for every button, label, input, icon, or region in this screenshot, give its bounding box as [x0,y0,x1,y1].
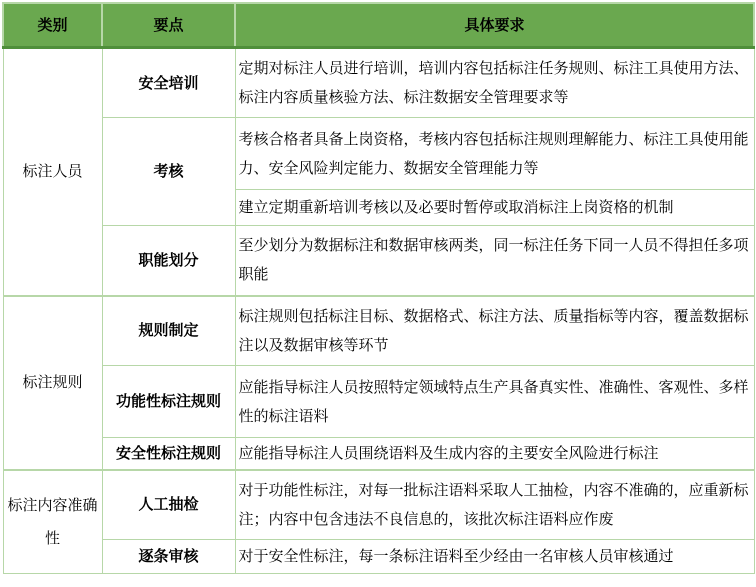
point-cell: 人工抽检 [102,470,235,540]
requirement-cell: 定期对标注人员进行培训，培训内容包括标注任务规则、标注工具使用方法、标注内容质量核验方法、标注数据安全管理要求等 [235,48,754,118]
table-row [3,366,754,438]
header-row [3,3,754,48]
point-cell: 安全性标注规则 [102,438,235,470]
requirement-cell: 对于安全性标注，每一条标注语料至少经由一名审核人员审核通过 [235,540,754,574]
header-category: 类别 [3,3,102,48]
point-cell: 安全培训 [102,48,235,118]
header-point: 要点 [102,3,235,48]
category-cell: 标注规则 [3,296,102,470]
point-cell: 考核 [102,118,235,226]
table-row [3,438,754,470]
header-requirement: 具体要求 [235,3,754,48]
table-row [3,226,754,296]
requirement-cell: 标注规则包括标注目标、数据格式、标注方法、质量指标等内容，覆盖数据标注以及数据审核等环节 [235,296,754,366]
point-cell: 功能性标注规则 [102,366,235,438]
requirements-table [2,2,755,574]
table-row [3,48,754,118]
table-row [3,470,754,540]
table-row [3,296,754,366]
requirement-cell: 应能指导标注人员按照特定领域特点生产具备真实性、准确性、客观性、多样性的标注语料 [235,366,754,438]
table-row [3,540,754,574]
category-cell: 标注人员 [3,48,102,296]
category-cell: 标注内容准确性 [3,470,102,574]
point-cell: 规则制定 [102,296,235,366]
requirement-cell: 应能指导标注人员围绕语料及生成内容的主要安全风险进行标注 [235,438,754,470]
point-cell: 逐条审核 [102,540,235,574]
point-cell: 职能划分 [102,226,235,296]
requirement-cell: 建立定期重新培训考核以及必要时暂停或取消标注上岗资格的机制 [235,190,754,226]
table-row [3,118,754,190]
requirement-cell: 对于功能性标注，对每一批标注语料采取人工抽检，内容不准确的，应重新标注；内容中包含违法不良信息的，该批次标注语料应作废 [235,470,754,540]
requirement-cell: 至少划分为数据标注和数据审核两类，同一标注任务下同一人员不得担任多项职能 [235,226,754,296]
requirement-cell: 考核合格者具备上岗资格，考核内容包括标注规则理解能力、标注工具使用能力、安全风险判定能力、数据安全管理能力等 [235,118,754,190]
